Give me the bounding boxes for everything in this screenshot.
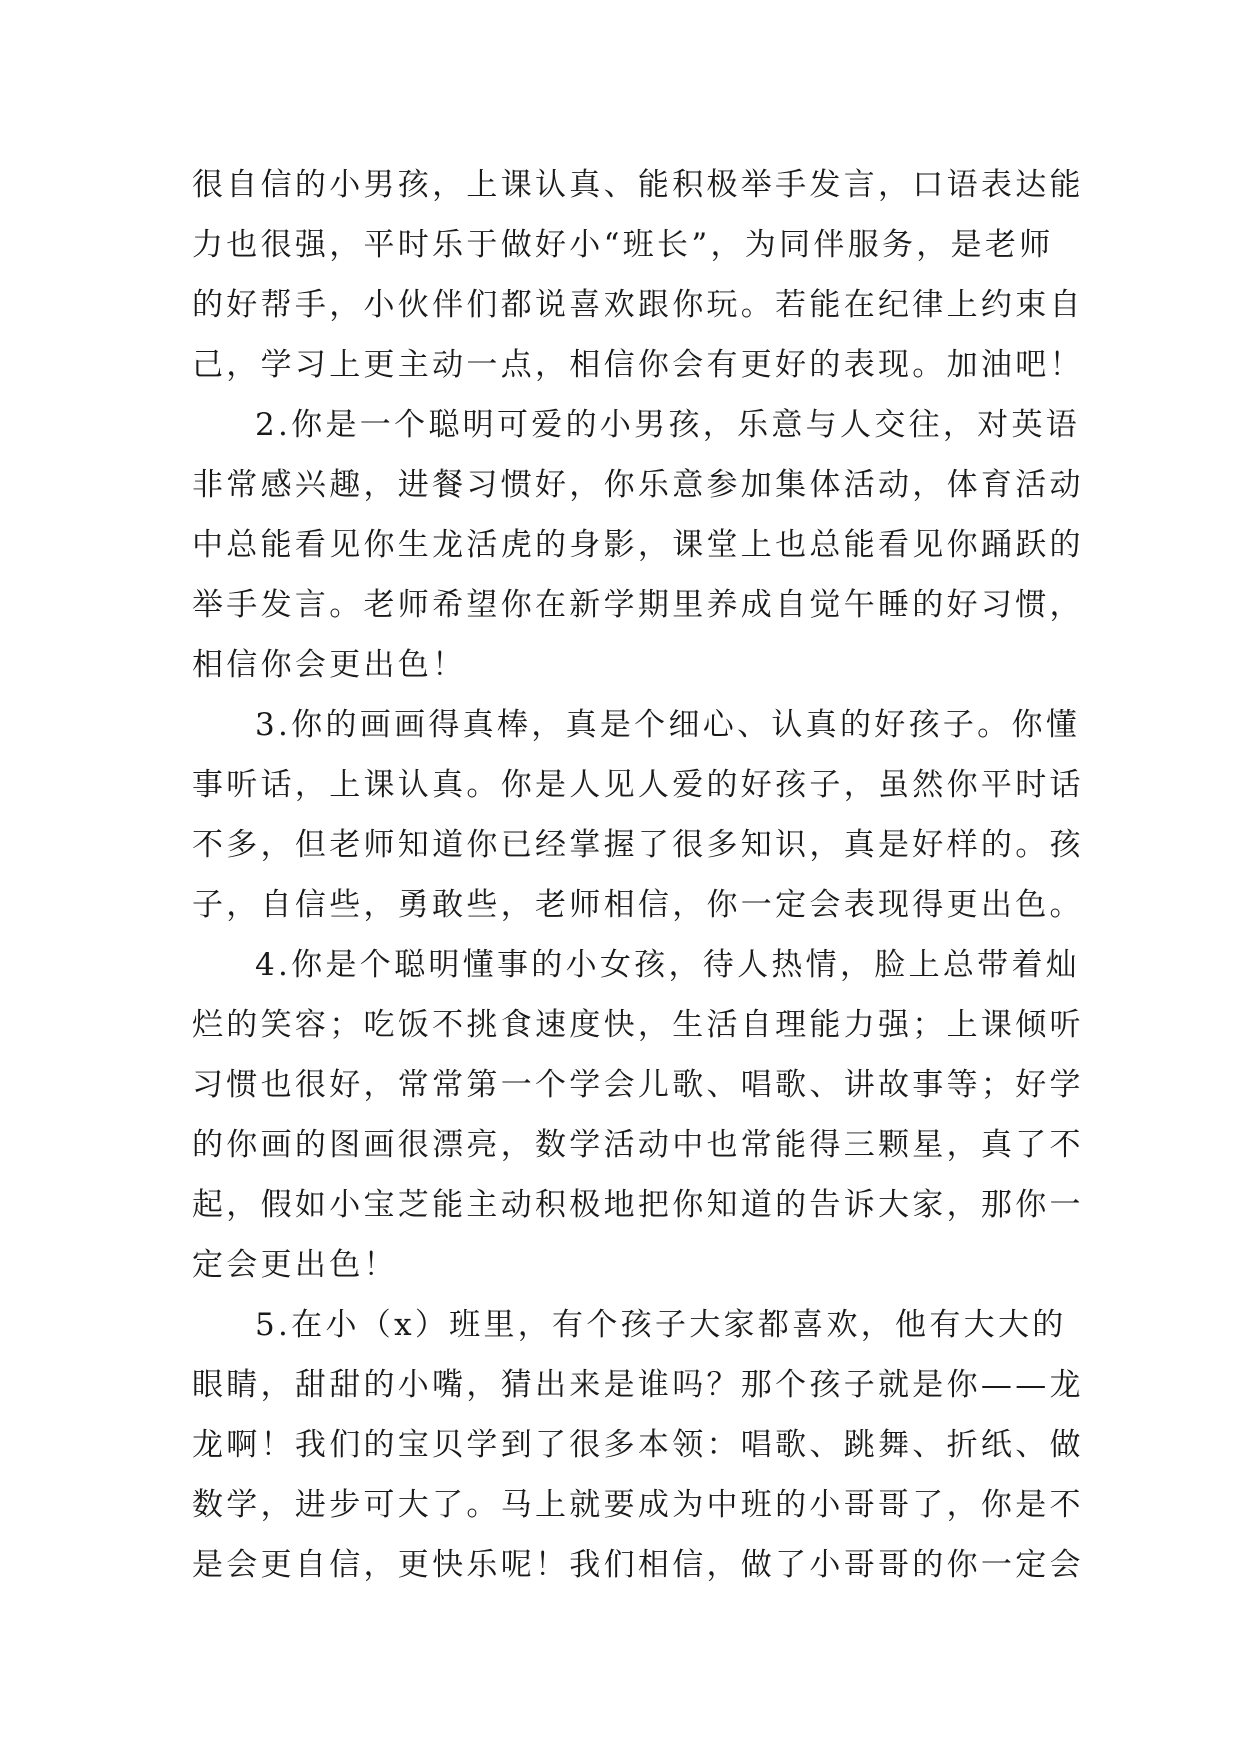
text-line: 的你画的图画很漂亮，数学活动中也常能得三颗星，真了不 [192, 1127, 1084, 1163]
paragraph-1 [192, 155, 1084, 395]
text-line: 举手发言。老师希望你在新学期里养成自觉午睡的好习惯， [192, 587, 1084, 623]
paragraph-2 [192, 395, 1084, 695]
text-line: 己，学习上更主动一点，相信你会有更好的表现。加油吧！ [192, 347, 1084, 383]
text-line: 很自信的小男孩，上课认真、能积极举手发言，口语表达能 [192, 167, 1084, 203]
text-line: 中总能看见你生龙活虎的身影，课堂上也总能看见你踊跃的 [192, 527, 1084, 563]
text-line: 是会更自信，更快乐呢！我们相信，做了小哥哥的你一定会 [192, 1547, 1084, 1583]
text-line: 不多，但老师知道你已经掌握了很多知识，真是好样的。孩 [192, 827, 1084, 863]
text-line: 眼睛，甜甜的小嘴，猜出来是谁吗？那个孩子就是你——龙 [192, 1367, 1084, 1403]
text-line: 烂的笑容；吃饭不挑食速度快，生活自理能力强；上课倾听 [192, 1007, 1084, 1043]
text-line: 习惯也很好，常常第一个学会儿歌、唱歌、讲故事等；好学 [192, 1067, 1084, 1103]
text-line: 2.你是一个聪明可爱的小男孩，乐意与人交往，对英语 [255, 407, 1081, 443]
paragraph-3 [192, 695, 1084, 935]
text-line: 非常感兴趣，进餐习惯好，你乐意参加集体活动，体育活动 [192, 467, 1084, 503]
text-line: 5.在小（x）班里，有个孩子大家都喜欢，他有大大的 [255, 1307, 1067, 1343]
text-line: 事听话，上课认真。你是人见人爱的好孩子，虽然你平时话 [192, 767, 1084, 803]
paragraph-5 [192, 1295, 1084, 1595]
text-line: 起，假如小宝芝能主动积极地把你知道的告诉大家，那你一 [192, 1187, 1084, 1223]
text-line: 力也很强，平时乐于做好小“班长”，为同伴服务，是老师 [192, 227, 1054, 263]
text-line: 的好帮手，小伙伴们都说喜欢跟你玩。若能在纪律上约束自 [192, 287, 1084, 323]
text-line: 子，自信些，勇敢些，老师相信，你一定会表现得更出色。 [192, 887, 1084, 923]
text-line: 数学，进步可大了。马上就要成为中班的小哥哥了，你是不 [192, 1487, 1084, 1523]
text-line: 4.你是个聪明懂事的小女孩，待人热情，脸上总带着灿 [255, 947, 1081, 983]
text-line: 定会更出色！ [192, 1247, 398, 1283]
paragraph-4 [192, 935, 1084, 1295]
document-body [192, 155, 1084, 1595]
text-line: 相信你会更出色！ [192, 647, 467, 683]
text-line: 龙啊！我们的宝贝学到了很多本领：唱歌、跳舞、折纸、做 [192, 1427, 1084, 1463]
text-line: 3.你的画画得真棒，真是个细心、认真的好孩子。你懂 [255, 707, 1081, 743]
